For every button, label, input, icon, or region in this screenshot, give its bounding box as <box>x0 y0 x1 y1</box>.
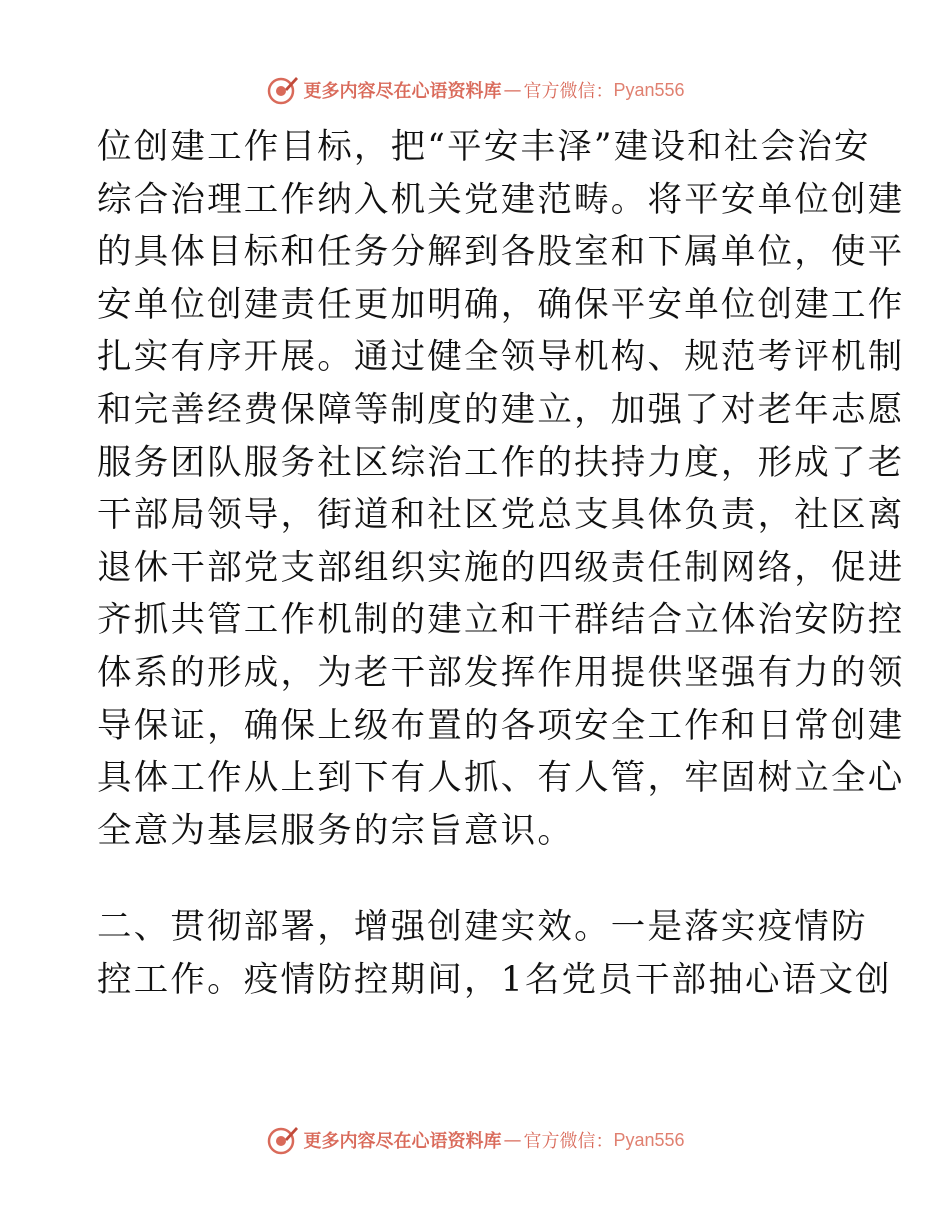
text-line: 齐抓共管工作机制的建立和干群结合立体治安防控 <box>97 600 905 641</box>
text-line: 综合治理工作纳入机关党建范畴。将平安单位创建 <box>97 179 905 220</box>
pen-logo-icon <box>265 73 299 107</box>
header-watermark <box>0 70 950 110</box>
paragraph-1 <box>97 121 905 857</box>
text-line: 安单位创建责任更加明确，确保平安单位创建工作 <box>97 284 905 325</box>
watermark-brand: 更多内容尽在心语资料库 <box>303 81 502 102</box>
watermark-wechat-id: Pyan556 <box>613 1129 685 1150</box>
watermark-wechat-label: 官方微信： <box>523 81 614 102</box>
text-line: 位创建工作目标，把“平安丰泽”建设和社会治安 <box>97 127 871 167</box>
text-line: 导保证，确保上级布置的各项安全工作和日常创建 <box>97 705 905 746</box>
text-line: 二、贯彻部署，增强创建实效。一是落实疫情防 <box>97 907 868 948</box>
watermark-wechat-label: 官方微信： <box>523 1131 614 1152</box>
watermark-brand: 更多内容尽在心语资料库 <box>303 1131 502 1152</box>
text-line: 控工作。疫情防控期间，1名党员干部抽心语文创 <box>97 959 892 1000</box>
text-line: 退休干部党支部组织实施的四级责任制网络，促进 <box>97 547 905 588</box>
text-line: 干部局领导，街道和社区党总支具体负责，社区离 <box>97 495 905 536</box>
watermark-separator: — <box>503 79 522 101</box>
watermark-separator: — <box>503 1129 522 1151</box>
text-line: 体系的形成，为老干部发挥作用提供坚强有力的领 <box>97 652 905 693</box>
paragraph-2 <box>97 901 892 1006</box>
document-body <box>97 121 905 1007</box>
text-line: 扎实有序开展。通过健全领导机构、规范考评机制 <box>97 337 905 378</box>
pen-logo-icon <box>265 1123 299 1157</box>
text-line: 服务团队服务社区综治工作的扶持力度，形成了老 <box>97 442 905 483</box>
footer-watermark <box>0 1120 950 1160</box>
text-line: 和完善经费保障等制度的建立，加强了对老年志愿 <box>97 389 905 430</box>
text-line: 具体工作从上到下有人抓、有人管，牢固树立全心 <box>97 758 905 799</box>
text-line: 的具体目标和任务分解到各股室和下属单位，使平 <box>97 232 905 273</box>
text-line: 全意为基层服务的宗旨意识。 <box>97 810 575 851</box>
watermark-wechat-id: Pyan556 <box>613 79 685 100</box>
